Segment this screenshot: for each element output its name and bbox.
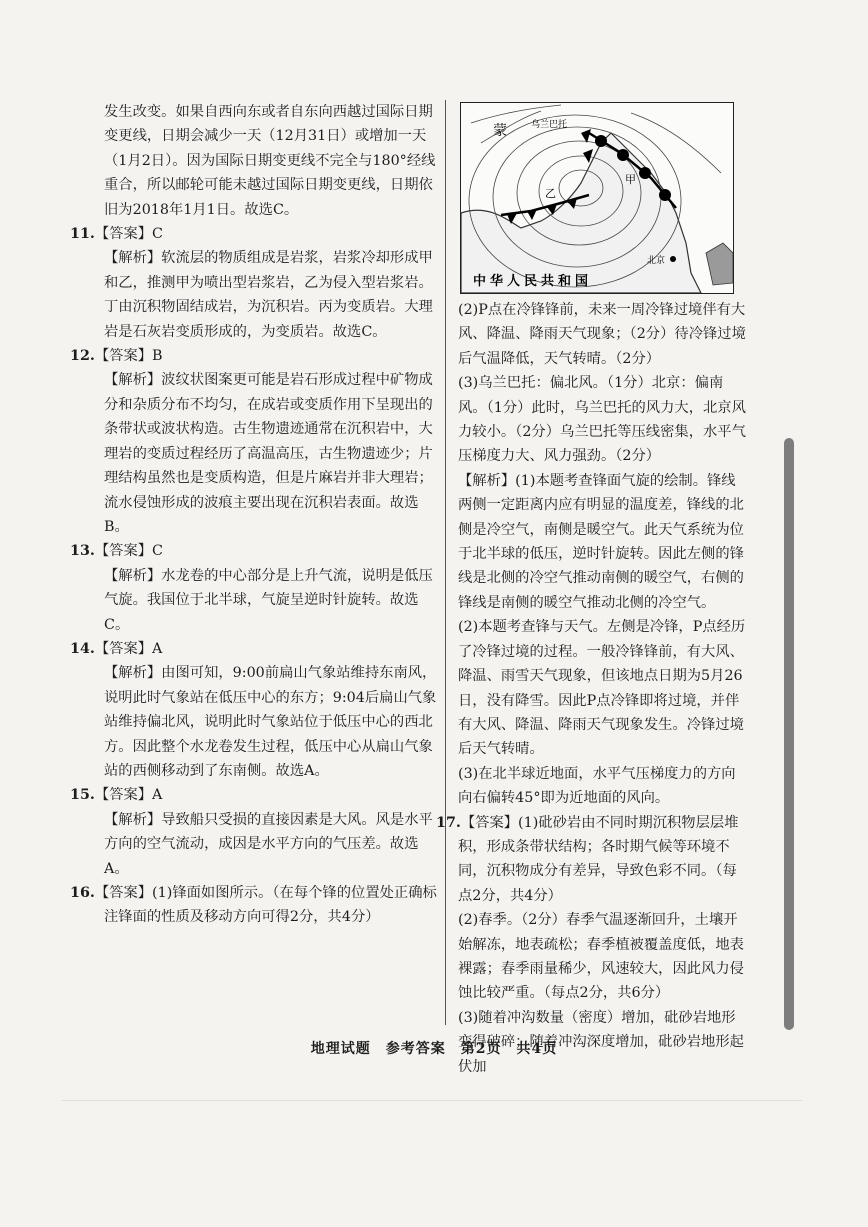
answer-text: 【答案】A	[94, 640, 163, 657]
weather-map-figure	[460, 102, 734, 294]
paragraph: (3)乌兰巴托：偏北风。（1分）北京：偏南风。（1分）此时，乌兰巴托的风力大，北京风力较小。（2分）乌兰巴托等压线密集，水平气压梯度力大、风力强劲。（2分）	[458, 375, 746, 465]
paragraph: 【解析】由图可知，9:00前扁山气象站维持东南风，说明此时气象站在低压中心的东方；9:04后扁山气象站维持偏北风，说明此时气象站位于低压中心的西北方。因此整个水龙卷发生过程，低压中心从扁山气象站的西侧移动到了东南侧。故选A。	[104, 665, 437, 779]
paragraph: (2)P点在冷锋锋前，未来一周冷锋过境伴有大风、降温、降雨天气现象；（2分）待冷锋过境后气温降低，天气转晴。（2分）	[458, 302, 746, 367]
answer-text: 【答案】B	[94, 348, 163, 365]
paragraph: (2)本题考查锋与天气。左侧是冷锋，P点经历了冷锋过境的过程。一般冷锋锋前，有大风、降温、雨雪天气现象，但该地点日期为5月26日，没有降雪。因此P点冷锋即将过境，并伴有大风、降温、降雨天气现象发生。冷锋过境后天气转晴。	[458, 619, 746, 758]
paragraph: 【解析】软流层的物质组成是岩浆，岩浆冷却形成甲和乙，推测甲为喷出型岩浆岩，乙为侵入型岩浆岩。丁由沉积物固结成岩，为沉积岩。丙为变质岩。大理岩是石灰岩变质形成的，为变质岩。故选C。	[104, 250, 433, 340]
question-number: 13.	[70, 543, 95, 560]
question-number: 16.	[70, 885, 95, 901]
answer-line	[70, 783, 440, 807]
label-mongolia: 蒙	[493, 123, 507, 139]
paragraph: 【解析】水龙卷的中心部分是上升气流，说明是低压气旋。我国位于北半球，气旋呈逆时针旋转。故选C。	[104, 567, 433, 633]
paragraph: 【解析】导致船只受损的直接因素是大风。风是水平方向的空气流动，成因是水平方向的气压差。故选A。	[104, 811, 433, 877]
label-yi: 乙	[545, 187, 556, 200]
label-jia: 甲	[625, 173, 636, 186]
question-number: 14.	[70, 640, 95, 657]
label-country: 中华人民共和国	[473, 274, 593, 289]
answer-line	[70, 637, 440, 661]
question-number: 12.	[70, 348, 95, 365]
answer-line	[70, 344, 440, 368]
answer-text: 【答案】C	[94, 543, 164, 560]
beijing-dot	[670, 256, 676, 262]
paragraph: 【解析】(1)本题考查锋面气旋的绘制。锋线两侧一定距离内应有明显的温度差，锋线的北侧是冷空气，南侧是暖空气。此天气系统为位于北半球的低压，逆时针旋转。因此左侧的锋线是北侧的冷空气推动南侧的暖空气，右侧的锋线是南侧的暖空气推动北侧的冷空气。	[458, 472, 744, 611]
answer-line	[70, 222, 440, 246]
paragraph: (3)在北半球近地面，水平气压梯度力的方向向右偏转45°即为近地面的风向。	[458, 765, 736, 807]
paragraph: 发生改变。如果自西向东或者自东向西越过国际日期变更线，日期会减少一天（12月31日）或增加一天（1月2日）。因为国际日期变更线不完全与180°经线重合，所以邮轮可能未越过国际日期变更线，日期依旧为2018年1月1日。故选C。	[104, 104, 436, 218]
peninsula-shape	[706, 243, 733, 285]
isobar-map	[461, 103, 733, 293]
answer-text: 【答案】A	[94, 787, 163, 804]
paragraph: (3)随着冲沟数量（密度）增加，砒砂岩地形变得破碎；随着冲沟深度增加，砒砂岩地形起伏加	[458, 1009, 744, 1075]
question-number: 11.	[70, 226, 95, 243]
vertical-scrollbar[interactable]	[784, 438, 794, 1030]
answer-text: 【答案】(1)砒砂岩由不同时期沉积物层层堆积，形成条带状结构；各时期气候等环境不同，沉积物成分有差异，导致色彩不同。（每点2分，共4分）	[458, 814, 739, 904]
paragraph: (2)春季。（2分）春季气温逐渐回升，土壤开始解冻，地表疏松；春季植被覆盖度低，地表裸露；春季雨量稀少，风速较大，因此风力侵蚀比较严重。（每点2分，共6分）	[458, 912, 744, 1002]
answer-text: 【答案】C	[94, 226, 164, 243]
answer-line	[436, 811, 748, 909]
answer-text: 【答案】(1)锋面如图所示。（在每个锋的位置处正确标注锋面的性质及移动方向可得2分，共4分）	[94, 885, 437, 926]
land-shape	[461, 133, 701, 293]
label-beijing: 北京	[647, 256, 666, 266]
right-column	[436, 298, 748, 1079]
left-column	[70, 100, 440, 930]
page-footer: 地理试题 参考答案 第2页 共4页	[310, 1041, 558, 1057]
bottom-faint-line	[62, 1100, 802, 1101]
label-ulaanbaatar: 乌兰巴托	[531, 120, 568, 130]
answer-line	[70, 881, 440, 930]
question-number: 15.	[70, 787, 95, 804]
paragraph: 【解析】波纹状图案更可能是岩石形成过程中矿物成分和杂质分布不均匀，在成岩或变质作用下呈现出的条带状或波状构造。古生物遗迹通常在沉积岩中，大理岩的变质过程经历了高温高压，古生物遗迹少；片理结构虽然也是变质构造，但是片麻岩并非大理岩；流水侵蚀形成的波痕主要出现在沉积岩表面。故选B。	[104, 372, 433, 535]
question-number: 17.	[436, 814, 461, 831]
answer-line	[70, 539, 440, 563]
